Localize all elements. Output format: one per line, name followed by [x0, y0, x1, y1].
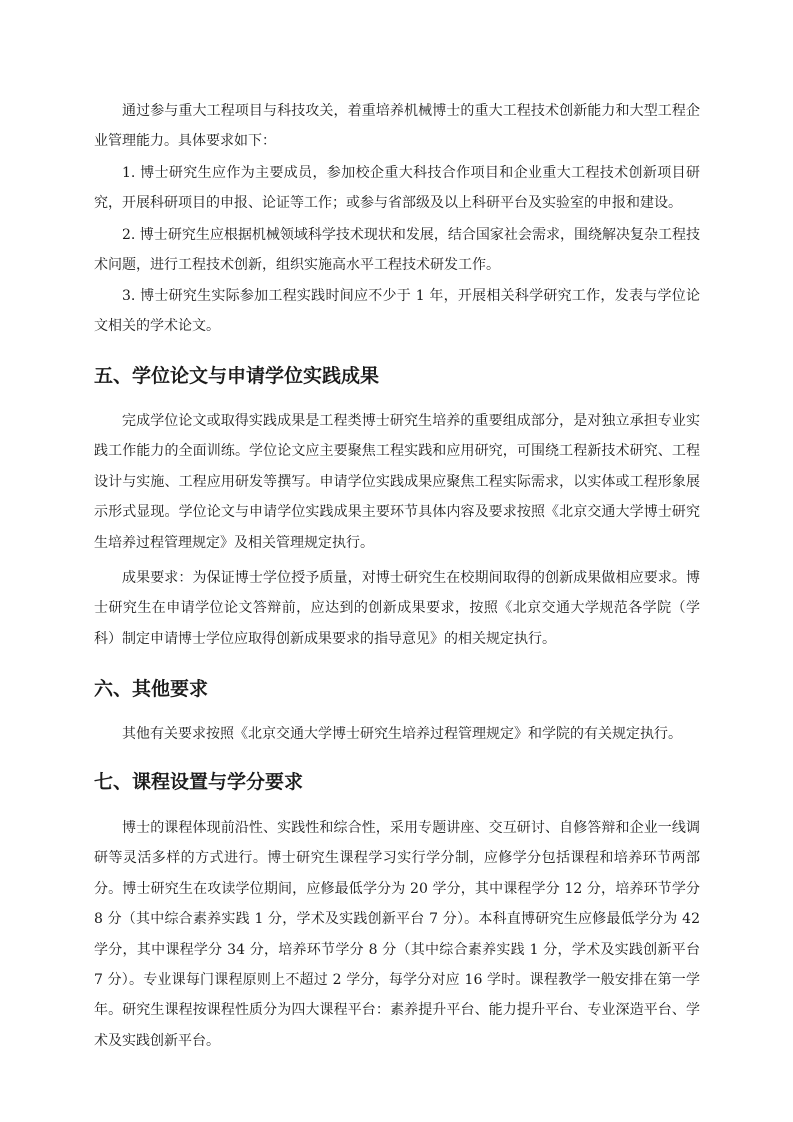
section-7-heading: 七、课程设置与学分要求 — [94, 771, 304, 793]
section-5-heading: 五、学位论文与申请学位实践成果 — [94, 365, 380, 387]
section-5-paragraph-1: 完成学位论文或取得实践成果是工程类博士研究生培养的重要组成部分，是对独立承担专业实践工作能力的全面训练。学位论文应主要聚焦工程实践和应用研究，可围绕工程新技术研究、工程设计与实施、工程应用研发等撰写。申请学位实践成果应聚焦工程实际需求，以实体或工程形象展示形式显现。学位论文与申请学位实践成果主要环节具体内容及要求按照《北京交通大学博士研究生培养过程管理规定》及相关管理规定执行。 — [94, 413, 700, 551]
requirement-item-3: 3. 博士研究生实际参加工程实践时间应不少于 1 年，开展相关科学研究工作，发表与学位论文相关的学术论文。 — [94, 288, 700, 335]
section-5-paragraph-2: 成果要求：为保证博士学位授予质量，对博士研究生在校期间取得的创新成果做相应要求。博士研究生在申请学位论文答辩前，应达到的创新成果要求，按照《北京交通大学规范各学院（学科）制定申请博士学位应取得创新成果要求的指导意见》的相关规定执行。 — [94, 570, 700, 647]
intro-paragraph: 通过参与重大工程项目与科技攻关，着重培养机械博士的重大工程技术创新能力和大型工程企业管理能力。具体要求如下： — [94, 103, 700, 150]
requirement-item-1: 1. 博士研究生应作为主要成员，参加校企重大科技合作项目和企业重大工程技术创新项目研究，开展科研项目的申报、论证等工作；或参与省部级及以上科研平台及实验室的申报和建设。 — [94, 165, 700, 212]
requirement-item-2: 2. 博士研究生应根据机械领域科学技术现状和发展，结合国家社会需求，围绕解决复杂工程技术问题，进行工程技术创新，组织实施高水平工程技术研发工作。 — [94, 227, 700, 274]
section-7-paragraph-1: 博士的课程体现前沿性、实践性和综合性，采用专题讲座、交互研讨、自修答辩和企业一线调研等灵活多样的方式进行。博士研究生课程学习实行学分制，应修学分包括课程和培养环节两部分。博士研究生在攻读学位期间，应修最低学分为 20 学分，其中课程学分 12 分，培养环节学分 8 分（其中综合素养实践 1 分，学术及实践创新平台 7 分）。本科直博研究生应修最低学分为 42 学分，其中课程学分 34 分，培养环节学分 8 分（其中综合素养实践 1 分，学术及实践创新平台 7 分）。专业课每门课程原则上不超过 2 学分，每学分对应 16 学时。课程教学一般安排在第一学年。研究生课程按课程性质分为四大课程平台：素养提升平台、能力提升平台、专业深造平台、学术及实践创新平台。 — [94, 820, 700, 1049]
section-6-paragraph-1: 其他有关要求按照《北京交通大学博士研究生培养过程管理规定》和学院的有关规定执行。 — [122, 726, 682, 742]
section-6-heading: 六、其他要求 — [94, 678, 209, 700]
